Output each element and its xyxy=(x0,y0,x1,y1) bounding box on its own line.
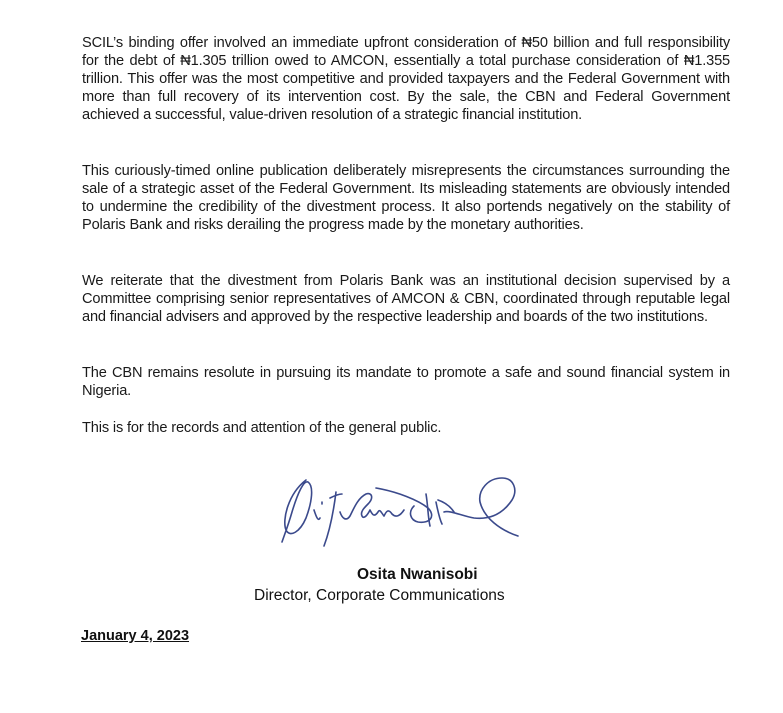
paragraph-cbn-mandate: The CBN remains resolute in pursuing its mandate to promote a safe and sound financial system in Nigeria. xyxy=(82,365,730,399)
paragraph-closing: This is for the records and attention of the general public. xyxy=(82,420,442,436)
paragraph-divestment-decision: We reiterate that the divestment from Polaris Bank was an institutional decision supervised by a Committee comprising senior representatives of AMCON & CBN, coordinated through reputable legal and financial advisers and approved by the respective leadership and boards of the two institutions. xyxy=(82,273,730,325)
signature-image xyxy=(278,472,538,552)
signer-name: Osita Nwanisobi xyxy=(357,566,478,583)
paragraph-scil-offer: SCIL’s binding offer involved an immediate upfront consideration of ₦50 billion and full responsibility for the debt of ₦1.305 trillion owed to AMCON, essentially a total purchase consideration of ₦1.355 trillion. This offer was the most competitive and provided taxpayers and the Federal Government with more than full recovery of its intervention cost. By the sale, the CBN and Federal Government achieved a successful, value-driven resolution of a strategic financial institution. xyxy=(82,35,730,123)
release-date: January 4, 2023 xyxy=(81,628,190,644)
signer-title: Director, Corporate Communications xyxy=(254,587,505,604)
paragraph-online-publication: This curiously-timed online publication deliberately misrepresents the circumstances surrounding the sale of a strategic asset of the Federal Government. Its misleading statements are obviously intended to undermine the credibility of the divestment process. It also portends negatively on the stability of Polaris Bank and risks derailing the progress made by the monetary authorities. xyxy=(82,163,730,233)
